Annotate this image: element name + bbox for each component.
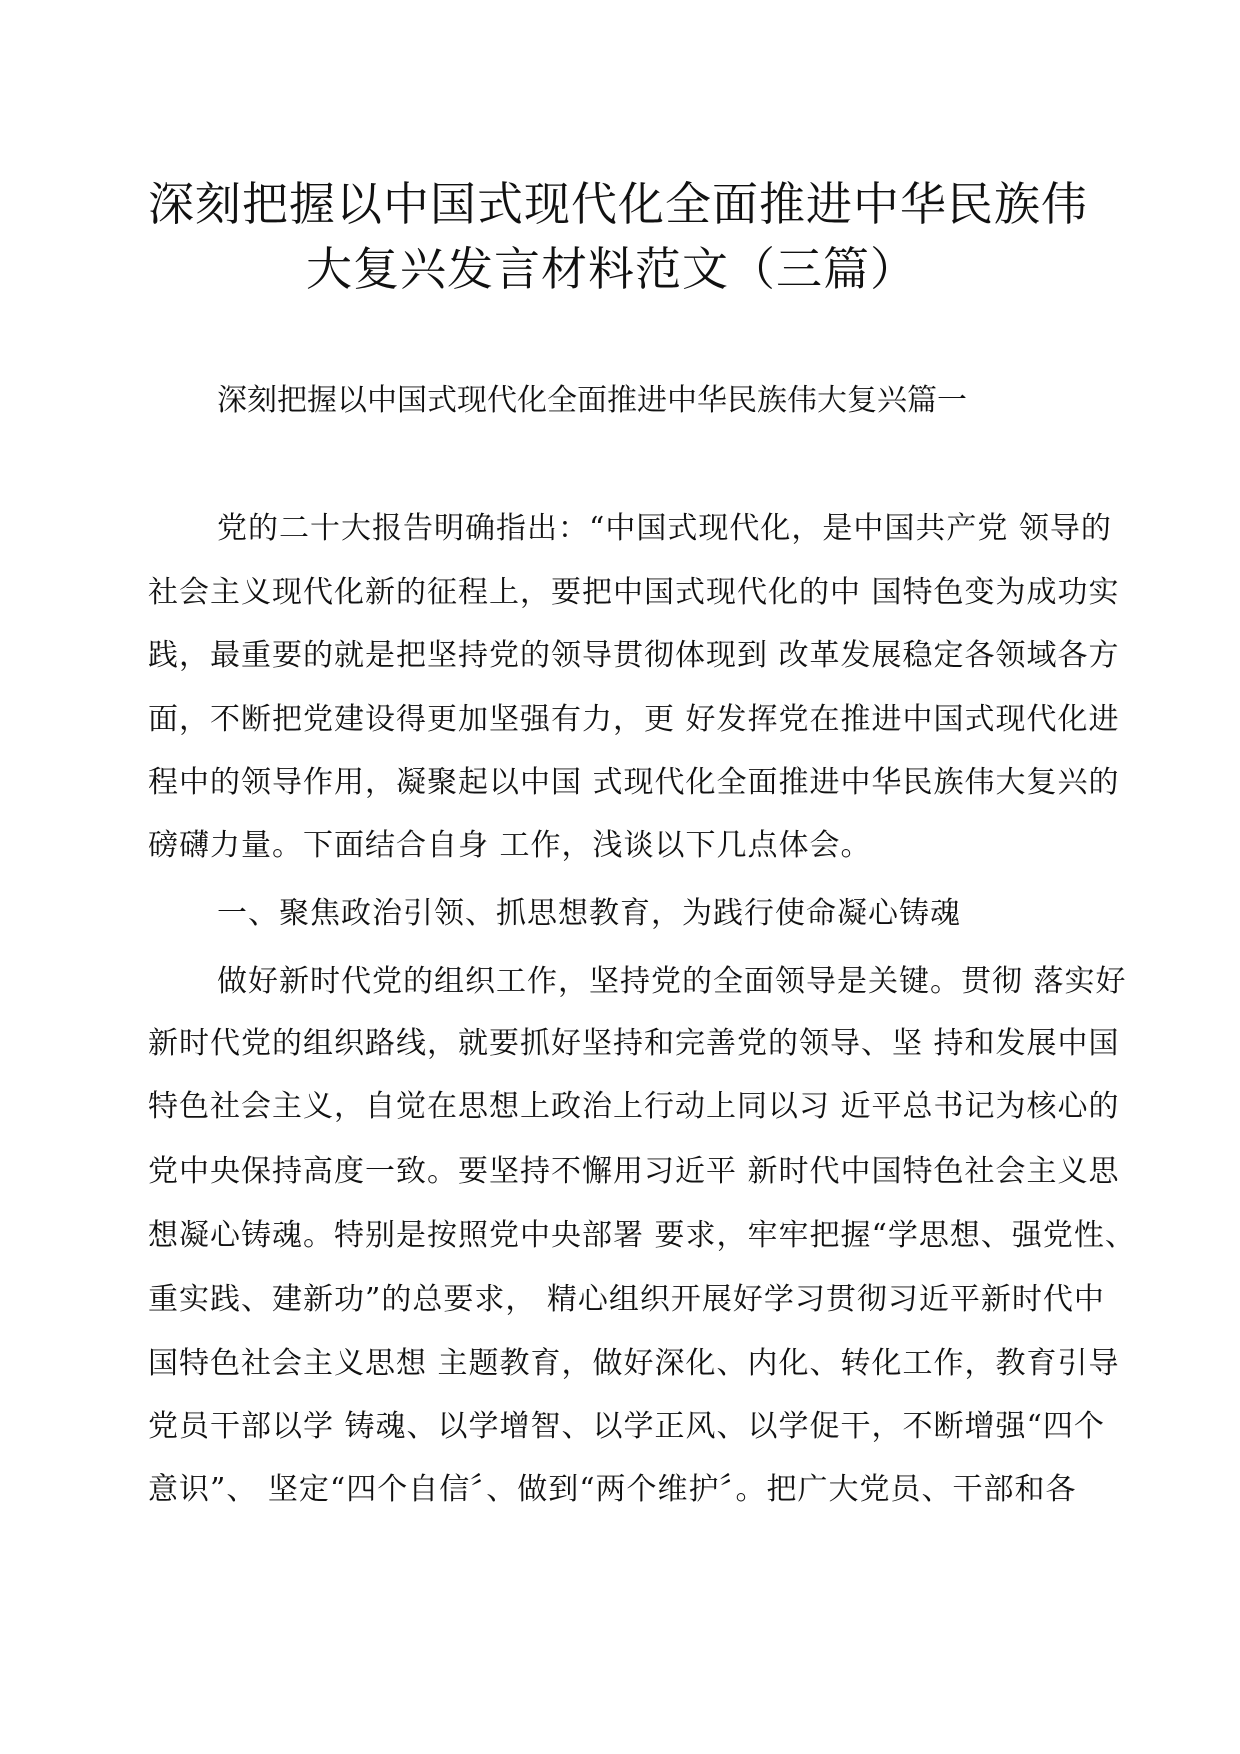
body-line: 新时代党的组织路线，就要抓好坚持和完善党的领导、坚 持和发展中国 <box>148 1026 1120 1061</box>
section-heading: 一、聚焦政治引领、抓思想教育，为践行使命凝心铸魂 <box>217 896 961 931</box>
body-line: 磅礴力量。下面结合自身 工作，浅谈以下几点体会。 <box>148 828 872 863</box>
body-line: 党的二十大报告明确指出：“中国式现代化，是中国共产党 领导的 <box>217 511 1112 546</box>
document-title-line-1: 深刻把握以中国式现代化全面推进中华民族伟 <box>148 177 1088 231</box>
body-line: 意识”、 坚定“四个自信〞、做到“两个维护〞。把广大党员、干部和各 <box>148 1472 1077 1507</box>
body-line: 面，不断把党建设得更加坚强有力，更 好发挥党在推进中国式现代化进 <box>148 702 1120 737</box>
body-line: 程中的领导作用，凝聚起以中国 式现代化全面推进中华民族伟大复兴的 <box>148 765 1120 800</box>
section-title: 深刻把握以中国式现代化全面推进中华民族伟大复兴篇一 <box>217 383 967 418</box>
body-line: 党中央保持高度一致。要坚持不懈用习近平 新时代中国特色社会主义思 <box>148 1154 1120 1189</box>
body-line: 特色社会主义，自觉在思想上政治上行动上同以习 近平总书记为核心的 <box>148 1089 1120 1124</box>
document-title-line-2: 大复兴发言材料范文（三篇） <box>306 242 917 296</box>
body-line: 践，最重要的就是把坚持党的领导贯彻体现到 改革发展稳定各领域各方 <box>148 638 1120 673</box>
body-line: 国特色社会主义思想 主题教育，做好深化、内化、转化工作，教育引导 <box>148 1346 1120 1381</box>
body-line: 做好新时代党的组织工作，坚持党的全面领导是关键。贯彻 落实好 <box>217 964 1127 999</box>
body-line: 党员干部以学 铸魂、以学增智、以学正风、以学促干，不断增强“四个 <box>148 1409 1105 1444</box>
body-line: 重实践、建新功”的总要求， 精心组织开展好学习贯彻习近平新时代中 <box>148 1282 1105 1317</box>
body-line: 社会主义现代化新的征程上，要把中国式现代化的中 国特色变为成功实 <box>148 575 1120 610</box>
body-line: 想凝心铸魂。特别是按照党中央部署 要求，牢牢把握“学思想、强党性、 <box>148 1218 1136 1253</box>
